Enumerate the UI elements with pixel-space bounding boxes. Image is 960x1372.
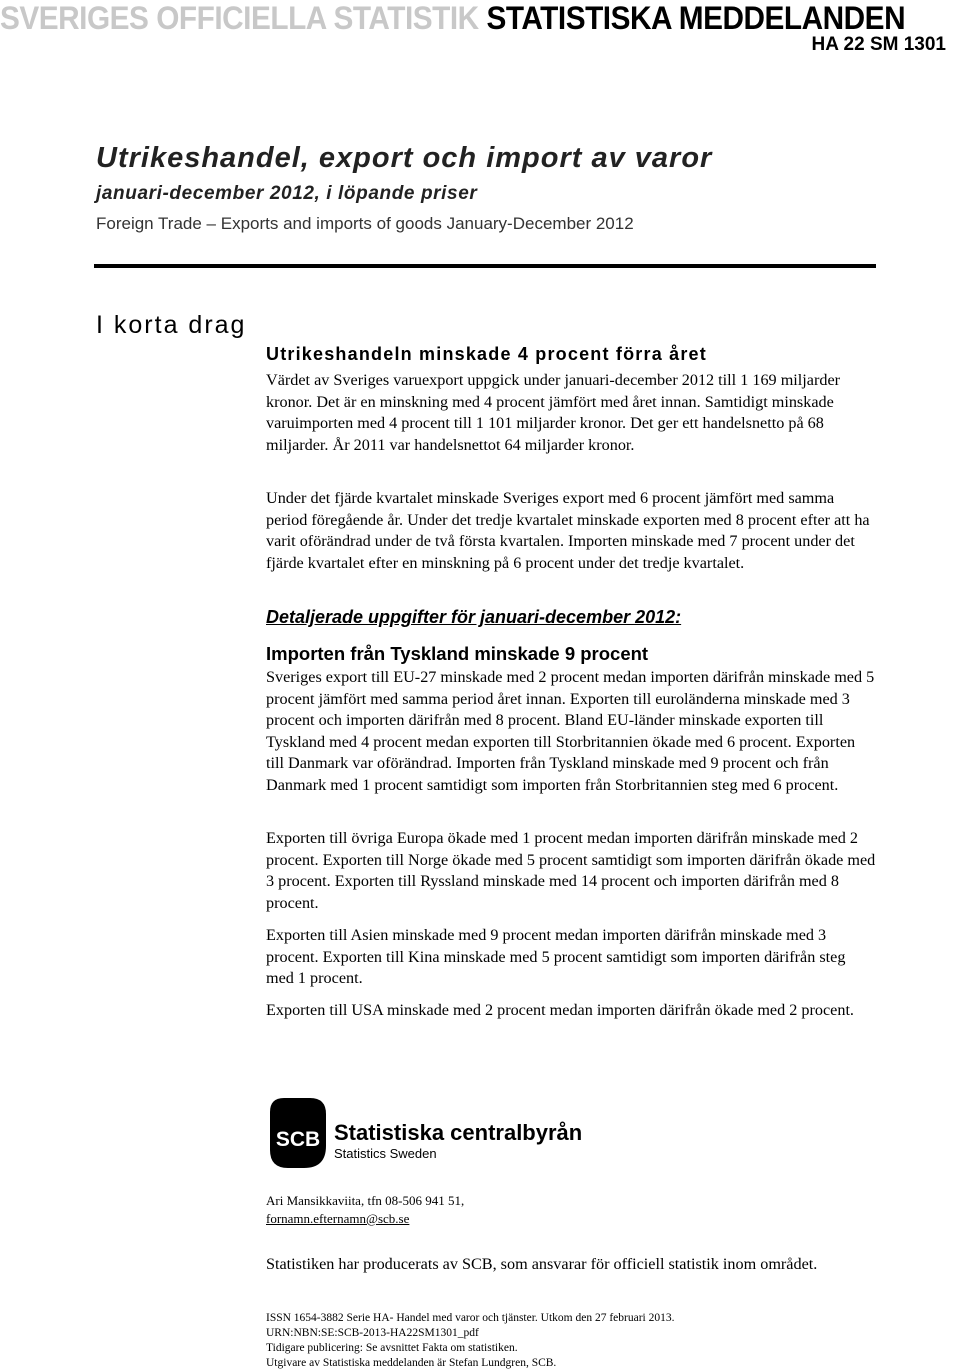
summary-section-label: I korta drag <box>96 311 247 339</box>
footer-issn: ISSN 1654-3882 Serie HA- Handel med varor och tjänster. Utkom den 27 februari 2013. <box>266 1312 675 1324</box>
title-rule <box>94 264 876 268</box>
details-subheading: Importen från Tyskland minskade 9 procent <box>266 643 649 664</box>
scb-logo-name-en: Statistics Sweden <box>334 1146 437 1161</box>
summary-text-2: Under det fjärde kvartalet minskade Sveriges export med 6 procent jämfört med samma period föregående år. Under det tredje kvartalet minskade exporten med 8 procent efter att ha varit oförändrad under de två första kvartalen. Importen minskade med 7 procent under det fjärde kvartalet efter en minskning på 6 procent under det tredje kvartalet. <box>266 489 870 572</box>
publication-footer <box>266 1311 674 1371</box>
details-text-1: Sveriges export till EU-27 minskade med 2 procent medan importen därifrån minskade med 5 procent jämfört med samma period året innan. Exporten till euroländerna minskade med 3 procent och importen därifrån med 8 procent. Bland EU-länder minskade exporten till Tyskland med 4 procent medan exporten till Storbritannien ökade med 6 procent. Exporten till Danmark var oförändrad. Importen från Tyskland minskade med 9 procent och från Danmark med 1 procent samtidigt som importen från Storbritannien steg med 6 procent. <box>266 668 875 794</box>
details-text-4: Exporten till USA minskade med 2 procent medan importen därifrån ökade med 2 procent. <box>266 1001 854 1019</box>
details-paragraph-2 <box>266 828 876 914</box>
banner-statistical-reports: STATISTISKA MEDDELANDEN <box>486 0 906 36</box>
details-heading: Detaljerade uppgifter för januari-december 2012: <box>266 607 682 627</box>
details-paragraph-3 <box>266 925 876 990</box>
document-period: januari-december 2012, i löpande priser <box>96 183 478 204</box>
details-paragraph-1 <box>266 667 876 796</box>
details-text-3: Exporten till Asien minskade med 9 procent medan importen därifrån minskade med 3 procent. Exporten till Kina minskade med 5 procent samtidigt som importen därifrån steg med 1 procent. <box>266 926 846 987</box>
contact-person: Ari Mansikkaviita, tfn 08-506 941 51, <box>266 1193 465 1208</box>
summary-heading: Utrikeshandeln minskade 4 procent förra året <box>266 344 707 364</box>
producer-note: Statistiken har producerats av SCB, som ansvarar för officiell statistik inom området. <box>266 1255 818 1273</box>
scb-logo-name: Statistiska centralbyrån <box>334 1120 583 1145</box>
footer-previous-publication: Tidigare publicering: Se avsnittet Fakta om statistiken. <box>266 1342 518 1354</box>
report-id: HA 22 SM 1301 <box>811 34 946 55</box>
english-title: Foreign Trade – Exports and imports of goods January-December 2012 <box>96 214 634 233</box>
contact-block <box>266 1192 464 1228</box>
footer-publisher: Utgivare av Statistiska meddelanden är Stefan Lundgren, SCB. <box>266 1357 557 1369</box>
scb-logo-mark: SCB <box>275 1128 321 1151</box>
summary-text-1: Värdet av Sveriges varuexport uppgick under januari-december 2012 till 1 169 miljarder kronor. Det är en minskning med 4 procent jämfört med året innan. Samtidigt minskade varuimporten med 4 procent till 1 101 miljarder kronor. Det ger ett handelsnetto på 68 miljarder. År 2011 var handelsnettot 64 miljarder kronor. <box>266 371 841 454</box>
document-title: Utrikeshandel, export och import av varor <box>96 142 713 174</box>
details-paragraph-4 <box>266 1000 876 1022</box>
contact-email-link[interactable]: fornamn.efternamn@scb.se <box>266 1211 410 1226</box>
footer-urn: URN:NBN:SE:SCB-2013-HA22SM1301_pdf <box>266 1327 479 1339</box>
series-banner <box>0 0 906 36</box>
summary-paragraph-1 <box>266 370 876 456</box>
summary-paragraph-2 <box>266 488 876 574</box>
banner-official-statistics: SVERIGES OFFICIELLA STATISTIK <box>0 0 479 36</box>
details-text-2: Exporten till övriga Europa ökade med 1 procent medan importen därifrån minskade med 2 procent. Exporten till Norge ökade med 5 procent samtidigt som importen därifrån ökade med 3 procent. Exporten till Ryssland minskade med 14 procent och importen därifrån med 8 procent. <box>266 829 876 912</box>
scb-logo <box>266 1096 626 1170</box>
